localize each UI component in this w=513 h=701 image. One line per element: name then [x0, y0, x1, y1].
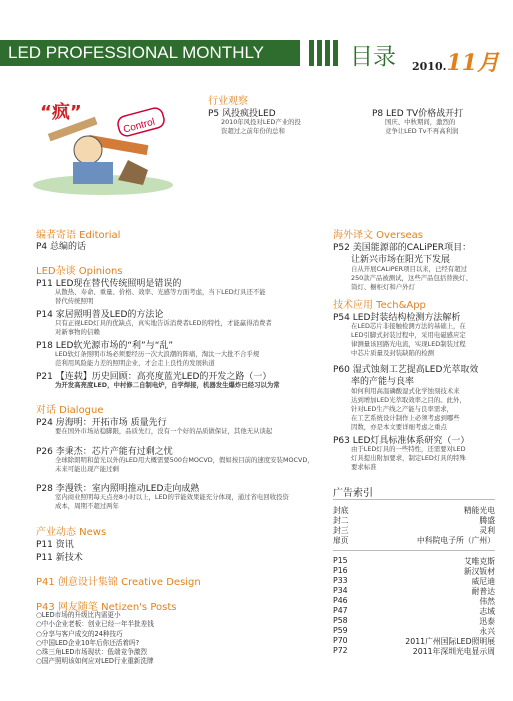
tech-title-2: 率的产能与良率	[351, 377, 415, 387]
stripe	[325, 40, 330, 66]
tech-desc: 由于LED灯具的一些特性，还需要对LED 灯具提出附加要求，制定LED灯具的特殊 要求标准	[351, 445, 466, 471]
sponsor-rule	[333, 550, 495, 551]
news-item: P11 资讯	[36, 540, 74, 550]
tech-desc: 如何利用高温磷酸湿式化学蚀刻技术来 达到增加LED光萃取效率之目的。此外， 针对LED生产线之产能与良率需求， 在工艺系统设计制作上必须考虑到哪些 因数，亦是本文要详细考虑之重点	[351, 387, 466, 431]
issue-date	[412, 46, 499, 77]
tech-title: P63 LED灯具标准体系研究（一）	[333, 436, 470, 446]
stripe	[317, 40, 322, 66]
news-heading: 产业动态 News	[36, 527, 107, 538]
tech-title: P54 LED封装结构检测方法解析	[333, 313, 461, 323]
tech-heading: 技术应用 Tech&App	[333, 300, 426, 311]
dialogue-desc: 全球除朗明和萤光以外的LED用大概需要500台MOCVD，假如按目前的速度安装MOCVD， 未来可能出现产能过剩	[55, 456, 314, 473]
dialogue-desc: 要在国外市场站稳脚跟，品质先行，没有一个好的品质做保证，其他无从谈起	[55, 427, 273, 435]
cover-illustration	[28, 90, 178, 200]
feature-desc: 2010年风投对LED产业的投 资超过之前年份的总和	[221, 118, 301, 135]
opinion-desc: 只有正视LED灯具的优缺点，真实地告诉消费者LED的特性，才能赢得消费者 对新事物的信赖	[55, 319, 272, 336]
dialogue-desc: 室内商业照明每天点亮8小时以上，LED的节能效果能充分体现，通过省电回收投资 成本，周期不超过两年	[55, 493, 289, 510]
stripe	[309, 40, 314, 66]
tech-desc: 在LED芯片非接触检测方法的基础上，在 LED引脚式封装过程中，采用电磁感应定 律测量该回路光电流，实现LED制装过程 中芯片质量及封装缺陷的检测	[351, 322, 466, 357]
dialogue-title: P28 李漫铁：室内照明推动LED走向成熟	[36, 484, 200, 494]
opinion-desc: 为开发高亮度LED，中村修二自制电炉，自学焊接，机器发生爆炸已经习以为常	[55, 381, 280, 389]
editorial-title: P4 总编的话	[36, 242, 87, 252]
opinion-title: P14 家居照明普及LED的方法论	[36, 310, 164, 320]
post-item: ○珠三角LED市场现状：低端竞争激烈	[36, 648, 147, 657]
posts-list	[36, 611, 154, 667]
posts-heading: P43 网友随笔 Netizen's Posts	[36, 602, 177, 613]
overseas-desc: 自从开展CALiPER项目以来，已经有超过 250款产品被测试，这些产品包括替换灯、 筒灯、橱柜灯和户外灯	[351, 265, 472, 291]
post-item: ○中国LED企业10年后你还活着吗?	[36, 638, 140, 647]
sponsor-heading: 广告索引	[333, 488, 373, 499]
dialogue-title: P26 李秉杰：芯片产能有过剩之忧	[36, 447, 173, 457]
issue-month: 11月	[446, 50, 500, 76]
sponsor-rule	[333, 499, 495, 500]
magazine-title: LED PROFESSIONAL MONTHLY	[0, 40, 300, 66]
crazy-label: “疯”	[40, 102, 82, 123]
header-stripes	[309, 40, 338, 66]
opinion-title: P21 【连载】历史回顾：高亮度蓝光LED的开发之路（一）	[36, 372, 272, 382]
control-label: Control	[122, 116, 157, 136]
creative-heading: P41 创意设计集锦 Creative Design	[36, 577, 201, 588]
post-item: ○中小企业老板：创业已经一年半批差钱	[36, 620, 154, 629]
feature2-title: P8 LED TV价格战开打	[372, 109, 464, 119]
toc-title: 目录	[350, 44, 396, 70]
feature-title: P5 风投疯投LED	[208, 109, 276, 119]
news-item: P11 新技术	[36, 553, 83, 563]
overseas-title: P52 美国能源部的CALiPER项目：	[333, 243, 472, 253]
dialogue-title: P24 房海明：开拓市场 质量先行	[36, 418, 167, 428]
opinion-desc: 从散热、寿命、重量、价格、效率、光感等方面考虑，当下LED灯具还不能 替代传统照明	[55, 288, 266, 305]
feature-heading: 行业观察	[208, 96, 248, 107]
issue-year: 2010.	[412, 60, 447, 73]
opinion-desc: LED软灯条照明市场必须要经历一次大浪潮的阵痛，淘汰一大批不合乎规 范利用风险能力差的照明企业，才会走上良性的发展轨道	[55, 350, 260, 367]
stripe	[333, 40, 338, 66]
opinion-title: P11 LED现在替代传统照明是错误的	[36, 279, 182, 289]
post-item: ○国产照明该如何应对LED行业重新洗牌	[36, 657, 154, 666]
overseas-heading: 海外译文 Overseas	[333, 230, 423, 241]
dialogue-heading: 对话 Dialogue	[36, 405, 104, 416]
editorial-heading: 编者寄语 Editorial	[36, 230, 121, 241]
overseas-title-2: 让新兴市场在阳光下发展	[351, 255, 451, 265]
opinions-heading: LED杂谈 Opinions	[36, 266, 123, 277]
feature2-desc: 国庆、中秋期间，激烈的 竞争让LED Tv不再高利润	[385, 118, 459, 135]
post-item: ○LED市场的升级比内需更小	[36, 611, 121, 619]
opinion-title: P18 LED软光源市场的“利”与“乱”	[36, 341, 174, 351]
tech-title: P60 湿式蚀刻工艺提高LED光萃取效	[333, 365, 479, 375]
post-item: ○分享与客户成交的24种技巧	[36, 629, 123, 638]
